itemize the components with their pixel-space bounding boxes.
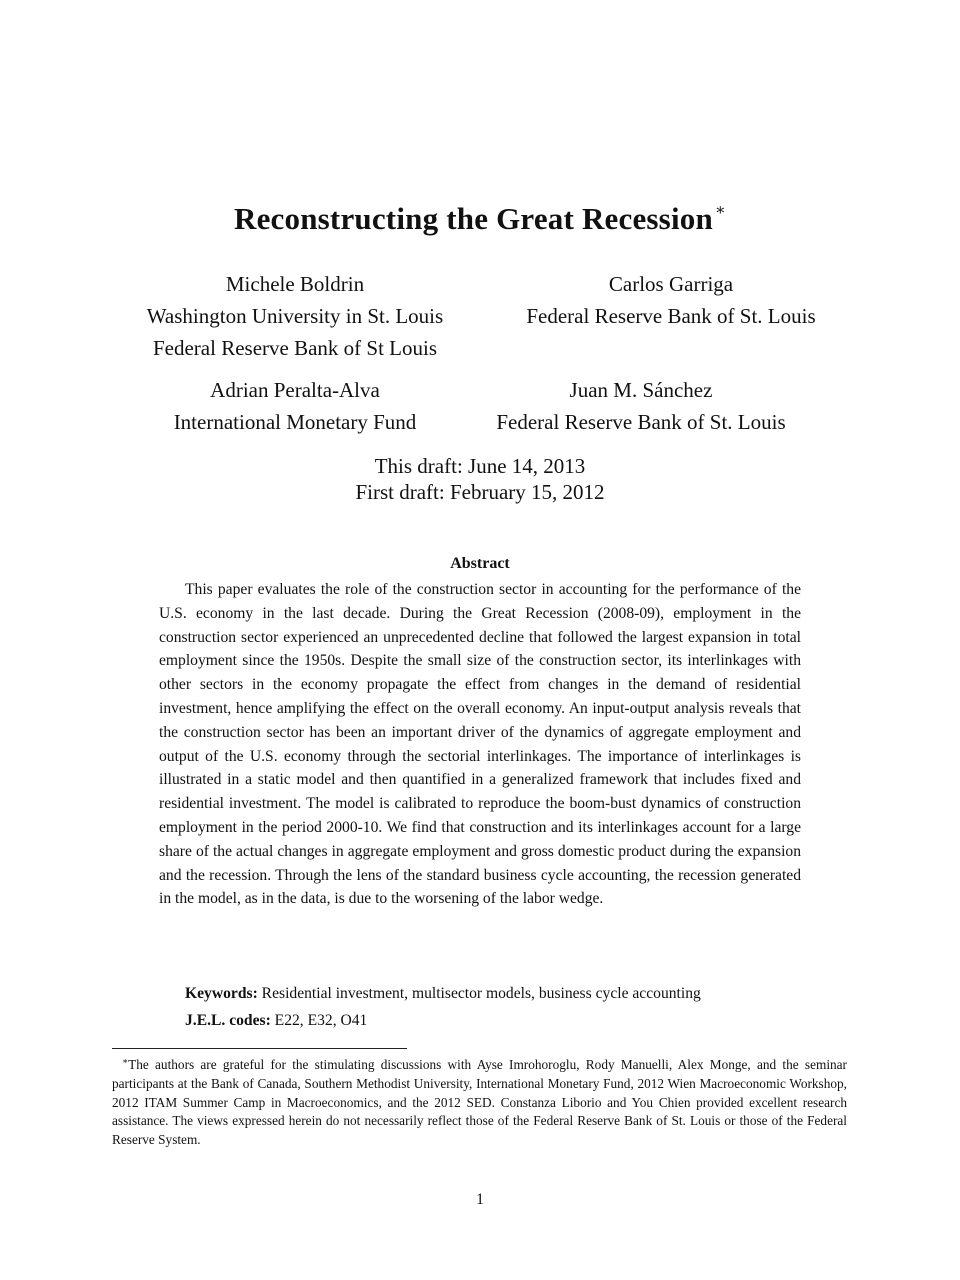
author-name: Juan M. Sánchez <box>569 378 713 402</box>
footnote <box>112 1052 847 1150</box>
author-affiliation: Federal Reserve Bank of St. Louis <box>496 410 786 434</box>
first-draft-date: First draft: February 15, 2012 <box>355 480 605 504</box>
jel-codes-line <box>185 1009 825 1033</box>
this-draft-date: This draft: June 14, 2013 <box>374 454 586 478</box>
keywords-label: Keywords: <box>185 985 258 1002</box>
keywords-line <box>185 982 825 1006</box>
author-affiliation: Federal Reserve Bank of St. Louis <box>526 304 816 328</box>
keywords-value: Residential investment, multisector models, business cycle accounting <box>261 985 701 1002</box>
footnote-text: The authors are grateful for the stimulating discussions with Ayse Imrohoroglu, Rody Manuelli, Alex Monge, and the seminar participants at the Bank of Canada, Southern Methodist University, International Monetary Fund, 2012 Wien Macroeconomic Workshop, 2012 ITAM Summer Camp in Macroeconomics, and the 2012 SED. Constanza Liborio and You Chien provided excellent research assistance. The views expressed herein do not necessarily reflect those of the Federal Reserve Bank of St. Louis or those of the Federal Reserve System. <box>112 1057 847 1148</box>
author-block-garriga <box>471 268 871 332</box>
author-name: Adrian Peralta-Alva <box>210 378 380 402</box>
jel-codes-label: J.E.L. codes: <box>185 1012 271 1029</box>
footnote-rule <box>112 1048 407 1049</box>
author-block-peralta-alva <box>100 374 490 438</box>
page-number: 1 <box>476 1191 484 1208</box>
author-block-sanchez <box>471 374 811 438</box>
jel-codes-value: E22, E32, O41 <box>274 1012 368 1029</box>
author-affiliation: Washington University in St. Louis <box>146 304 444 328</box>
author-affiliation: Federal Reserve Bank of St Louis <box>152 336 438 360</box>
author-name: Carlos Garriga <box>608 272 734 296</box>
draft-dates <box>0 453 960 505</box>
footnote-mark: ∗ <box>122 1056 129 1066</box>
paper-title-text: Reconstructing the Great Recession <box>234 201 713 236</box>
author-block-boldrin <box>100 268 490 364</box>
author-affiliation: International Monetary Fund <box>173 410 417 434</box>
title-footnote-mark: ∗ <box>714 202 726 219</box>
paper-title <box>0 200 960 237</box>
abstract-heading: Abstract <box>450 555 510 572</box>
abstract-text: This paper evaluates the role of the construction sector in accounting for the performance of the U.S. economy in the last decade. During the Great Recession (2008-09), employment in the construction sector experienced an unprecedented decline that followed the largest expansion in total employment since the 1950s. Despite the small size of the construction sector, its interlinkages with other sectors in the economy propagate the effect from changes in the demand of residential investment, hence amplifying the effect on the overall economy. An input-output analysis reveals that the construction sector has been an important driver of the dynamics of aggregate employment and output of the U.S. economy through the sectorial interlinkages. The importance of interlinkages is illustrated in a static model and then quantified in a generalized framework that includes fixed and residential investment. The model is calibrated to reproduce the boom-bust dynamics of construction employment in the period 2000-10. We find that construction and its interlinkages account for a large share of the actual changes in aggregate employment and gross domestic product during the expansion and the recession. Through the lens of the standard business cycle accounting, the recession generated in the model, as in the data, is due to the worsening of the labor wedge. <box>159 581 801 908</box>
author-name: Michele Boldrin <box>225 272 365 296</box>
